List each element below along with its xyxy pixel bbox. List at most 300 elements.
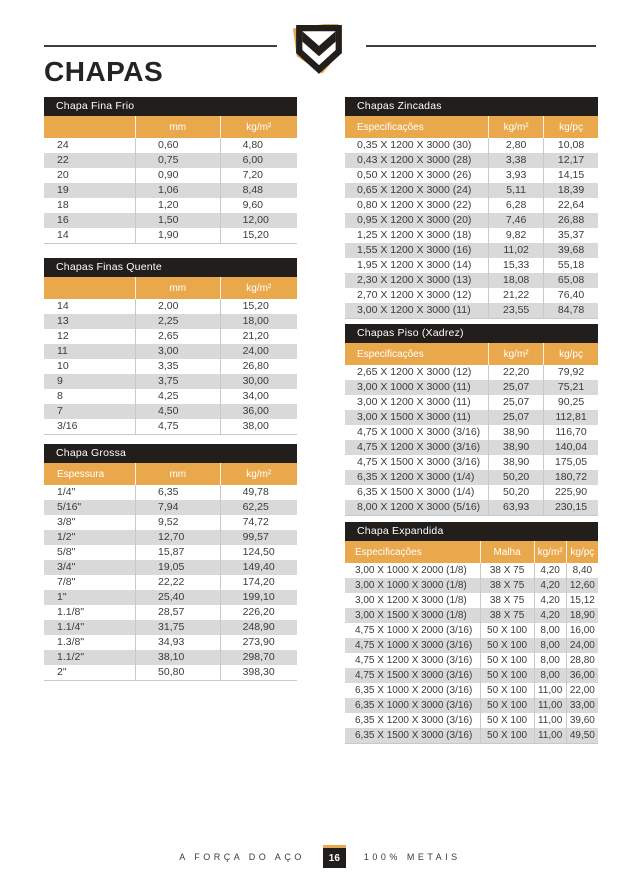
table-cell: 55,18: [544, 258, 598, 273]
table-cell: 39,68: [544, 243, 598, 258]
table-cell: 22,22: [136, 575, 221, 590]
table-cell: 0,80 X 1200 X 3000 (22): [357, 199, 472, 211]
table-title-bar: Chapa Grossa: [44, 444, 297, 463]
table-title-bar: Chapa Fina Frio: [44, 97, 297, 116]
table-cell: 25,07: [489, 380, 544, 395]
column-header: Especificações: [345, 343, 489, 365]
table-cell: 8,48: [220, 183, 297, 198]
table-row: [44, 213, 297, 228]
table-row: [44, 605, 297, 620]
column-header: kg/m²: [534, 541, 566, 563]
table-cell: 10: [57, 360, 69, 372]
table-cell: 38 X 75: [480, 578, 534, 593]
table-row: [345, 183, 598, 198]
column-header: Espessura: [44, 463, 136, 485]
page-title: CHAPAS: [44, 56, 164, 87]
table-row: [44, 635, 297, 650]
table-cell: 2,30 X 1200 X 3000 (13): [357, 274, 472, 286]
table-cell: 50 X 100: [480, 653, 534, 668]
column-header: kg/m²: [489, 343, 544, 365]
table-cell: 12,60: [566, 578, 598, 593]
table-cell: 14: [57, 229, 69, 241]
table-cell: 63,93: [489, 500, 544, 516]
table-cell: 2,25: [136, 314, 221, 329]
table-row: [44, 620, 297, 635]
table-row: [345, 288, 598, 303]
table-cell: 5/8": [57, 546, 76, 558]
table-row: [345, 153, 598, 168]
table-row: [345, 623, 598, 638]
table-cell: 8,00: [534, 623, 566, 638]
table-cell: 50,20: [489, 470, 544, 485]
table-chapa-expandida: [345, 522, 598, 744]
column-header: Malha: [480, 541, 534, 563]
table-cell: 15,12: [566, 593, 598, 608]
table-cell: 1,25 X 1200 X 3000 (18): [357, 229, 472, 241]
table-cell: 36,00: [566, 668, 598, 683]
table-cell: 1/4": [57, 486, 76, 498]
table-row: [44, 329, 297, 344]
footer-slogan-right: 100% METAIS: [363, 851, 461, 862]
table-cell: 12,70: [136, 530, 221, 545]
table-cell: 28,57: [136, 605, 221, 620]
table-cell: 0,65 X 1200 X 3000 (24): [357, 184, 472, 196]
table-cell: 25,07: [489, 410, 544, 425]
table-cell: 6,28: [489, 198, 544, 213]
table-cell: 76,40: [544, 288, 598, 303]
table-cell: 11,00: [534, 728, 566, 744]
table-cell: 50 X 100: [480, 638, 534, 653]
table-cell: 15,20: [220, 299, 297, 314]
table-cell: 2": [57, 666, 67, 678]
column-header: kg/m²: [220, 277, 297, 299]
table-cell: 398,30: [220, 665, 297, 681]
table-cell: 79,92: [544, 365, 598, 380]
table-row: [44, 183, 297, 198]
table-row: [345, 138, 598, 153]
table-cell: 18,39: [544, 183, 598, 198]
table-cell: 18: [57, 199, 69, 211]
table-row: [345, 668, 598, 683]
table-cell: 3,00 X 1200 X 3000 (1/8): [355, 595, 467, 606]
table-cell: 90,25: [544, 395, 598, 410]
table-row: [345, 653, 598, 668]
left-table-column: [44, 97, 297, 681]
table-cell: 2,65 X 1200 X 3000 (12): [357, 366, 472, 378]
table-row: [345, 578, 598, 593]
table-cell: 3,00 X 1000 X 2000 (1/8): [355, 565, 467, 576]
table-cell: 0,43 X 1200 X 3000 (28): [357, 154, 472, 166]
table-row: [345, 500, 598, 516]
table-cell: 1,90: [136, 228, 221, 244]
table-row: [44, 168, 297, 183]
table-cell: 30,00: [220, 374, 297, 389]
table-header-row: [44, 116, 297, 138]
table-cell: 7/8": [57, 576, 76, 588]
column-header: kg/pç: [566, 541, 598, 563]
page-footer: [0, 845, 640, 868]
column-header: kg/m²: [220, 463, 297, 485]
table-row: [44, 299, 297, 314]
table-cell: 4,80: [220, 138, 297, 153]
table-cell: 4,75 X 1500 X 3000 (3/16): [357, 456, 481, 468]
table-cell: 9,52: [136, 515, 221, 530]
table-row: [44, 374, 297, 389]
table-cell: 4,20: [534, 563, 566, 578]
table-row: [345, 638, 598, 653]
table-cell: 11,00: [534, 698, 566, 713]
table-cell: 22,64: [544, 198, 598, 213]
table-cell: 24: [57, 139, 69, 151]
table-row: [44, 575, 297, 590]
table-cell: 2,65: [136, 329, 221, 344]
table-row: [44, 153, 297, 168]
table-cell: 3,00: [136, 344, 221, 359]
table-row: [44, 560, 297, 575]
table-cell: 15,87: [136, 545, 221, 560]
column-header: mm: [136, 463, 221, 485]
table-cell: 34,00: [220, 389, 297, 404]
table-cell: 124,50: [220, 545, 297, 560]
table-row: [44, 545, 297, 560]
table-cell: 175,05: [544, 455, 598, 470]
table-cell: 22,00: [566, 683, 598, 698]
table-row: [345, 395, 598, 410]
table-cell: 3,00 X 1200 X 3000 (11): [357, 304, 471, 316]
table-cell: 1,95 X 1200 X 3000 (14): [357, 259, 472, 271]
table-cell: 225,90: [544, 485, 598, 500]
table-cell: 21,20: [220, 329, 297, 344]
table-title-bar: Chapas Piso (Xadrez): [345, 324, 598, 343]
table-row: [345, 485, 598, 500]
column-header: mm: [136, 277, 221, 299]
table-cell: 1,06: [136, 183, 221, 198]
table-row: [345, 303, 598, 319]
table-cell: 49,50: [566, 728, 598, 744]
table-cell: 34,93: [136, 635, 221, 650]
table-cell: 38,90: [489, 455, 544, 470]
table-cell: 12,00: [220, 213, 297, 228]
table-row: [345, 228, 598, 243]
footer-slogan-left: A FORÇA DO AÇO: [179, 851, 305, 862]
table-cell: 0,75: [136, 153, 221, 168]
table-cell: 38 X 75: [480, 608, 534, 623]
table-cell: 4,75 X 1200 X 3000 (3/16): [355, 655, 473, 666]
table-cell: 6,35 X 1000 X 2000 (3/16): [355, 685, 473, 696]
column-header: [44, 116, 136, 138]
table-cell: 7: [57, 405, 63, 417]
table-header-row: [44, 277, 297, 299]
table-cell: 22,20: [489, 365, 544, 380]
table-cell: 50 X 100: [480, 623, 534, 638]
column-header: Especificações: [345, 541, 480, 563]
table-cell: 99,57: [220, 530, 297, 545]
column-header: kg/m²: [489, 116, 544, 138]
data-table: [44, 277, 297, 435]
column-header: kg/pç: [544, 116, 598, 138]
table-cell: 1,50: [136, 213, 221, 228]
table-cell: 49,78: [220, 485, 297, 500]
table-row: [345, 410, 598, 425]
table-row: [44, 419, 297, 435]
table-cell: 50,80: [136, 665, 221, 681]
table-cell: 28,80: [566, 653, 598, 668]
table-cell: 1/2": [57, 531, 76, 543]
table-cell: 6,35 X 1500 X 3000 (3/16): [355, 730, 473, 741]
column-header: [44, 277, 136, 299]
table-cell: 273,90: [220, 635, 297, 650]
table-cell: 9,82: [489, 228, 544, 243]
table-cell: 3,00 X 1500 X 3000 (11): [357, 411, 471, 423]
table-cell: 9: [57, 375, 63, 387]
table-cell: 248,90: [220, 620, 297, 635]
table-header-row: [345, 116, 598, 138]
table-cell: 18,90: [566, 608, 598, 623]
table-cell: 6,35 X 1200 X 3000 (3/16): [355, 715, 473, 726]
table-cell: 50 X 100: [480, 683, 534, 698]
table-cell: 50 X 100: [480, 668, 534, 683]
table-row: [44, 650, 297, 665]
table-row: [44, 198, 297, 213]
table-cell: 1": [57, 591, 67, 603]
table-cell: 3/8": [57, 516, 76, 528]
table-cell: 50 X 100: [480, 713, 534, 728]
table-cell: 36,00: [220, 404, 297, 419]
table-cell: 16: [57, 214, 69, 226]
table-cell: 84,78: [544, 303, 598, 319]
table-cell: 0,90: [136, 168, 221, 183]
table-cell: 19,05: [136, 560, 221, 575]
right-table-column: [345, 97, 598, 744]
table-cell: 24,00: [566, 638, 598, 653]
brand-shield-m-logo-icon: [293, 24, 345, 76]
table-cell: 18,00: [220, 314, 297, 329]
table-cell: 3,00 X 1000 X 3000 (11): [357, 381, 471, 393]
table-cell: 15,33: [489, 258, 544, 273]
table-title-bar: Chapas Finas Quente: [44, 258, 297, 277]
table-cell: 75,21: [544, 380, 598, 395]
table-row: [44, 485, 297, 500]
table-cell: 50,20: [489, 485, 544, 500]
table-cell: 50 X 100: [480, 728, 534, 744]
column-header: kg/pç: [544, 343, 598, 365]
table-cell: 4,75 X 1000 X 3000 (3/16): [357, 426, 481, 438]
table-cell: 4,20: [534, 578, 566, 593]
table-cell: 3,00 X 1500 X 3000 (1/8): [355, 610, 467, 621]
table-cell: 4,75 X 1000 X 3000 (3/16): [355, 640, 473, 651]
table-cell: 33,00: [566, 698, 598, 713]
table-cell: 1.1/2": [57, 651, 85, 663]
table-cell: 4,75 X 1200 X 3000 (3/16): [357, 441, 481, 453]
table-cell: 4,25: [136, 389, 221, 404]
table-row: [44, 404, 297, 419]
table-cell: 39,60: [566, 713, 598, 728]
table-chapas-finas-quente: [44, 258, 297, 435]
table-row: [44, 500, 297, 515]
table-cell: 3,00 X 1200 X 3000 (11): [357, 396, 471, 408]
table-row: [44, 590, 297, 605]
page-header: [44, 0, 596, 96]
table-row: [345, 713, 598, 728]
column-header: Especificações: [345, 116, 489, 138]
table-cell: 24,00: [220, 344, 297, 359]
table-chapas-piso-xadrez: [345, 324, 598, 516]
table-cell: 21,22: [489, 288, 544, 303]
table-cell: 1,20: [136, 198, 221, 213]
table-cell: 1.3/8": [57, 636, 85, 648]
table-cell: 25,07: [489, 395, 544, 410]
table-cell: 31,75: [136, 620, 221, 635]
table-cell: 74,72: [220, 515, 297, 530]
table-cell: 8,00: [534, 653, 566, 668]
table-cell: 5/16": [57, 501, 82, 513]
table-cell: 38,90: [489, 440, 544, 455]
table-row: [345, 380, 598, 395]
table-cell: 22: [57, 154, 69, 166]
table-chapa-fina-frio: [44, 97, 297, 244]
data-table: [345, 343, 598, 516]
table-cell: 6,35: [136, 485, 221, 500]
data-table: [44, 116, 297, 244]
table-row: [345, 470, 598, 485]
table-cell: 226,20: [220, 605, 297, 620]
table-cell: 230,15: [544, 500, 598, 516]
table-cell: 3,00 X 1000 X 3000 (1/8): [355, 580, 467, 591]
table-cell: 7,94: [136, 500, 221, 515]
table-cell: 1,55 X 1200 X 3000 (16): [357, 244, 472, 256]
table-cell: 11: [57, 345, 68, 357]
data-table: [345, 116, 598, 319]
table-header-row: [345, 541, 598, 563]
table-row: [44, 359, 297, 374]
table-cell: 38 X 75: [480, 593, 534, 608]
table-cell: 3/4": [57, 561, 76, 573]
table-row: [345, 425, 598, 440]
table-cell: 62,25: [220, 500, 297, 515]
table-header-row: [345, 343, 598, 365]
table-cell: 8,00: [534, 668, 566, 683]
table-cell: 4,75: [136, 419, 221, 435]
table-row: [345, 168, 598, 183]
table-cell: 1.1/8": [57, 606, 85, 618]
table-cell: 9,60: [220, 198, 297, 213]
table-cell: 4,50: [136, 404, 221, 419]
table-row: [345, 698, 598, 713]
table-cell: 10,08: [544, 138, 598, 153]
table-cell: 26,88: [544, 213, 598, 228]
table-cell: 3,35: [136, 359, 221, 374]
table-cell: 38,00: [220, 419, 297, 435]
table-cell: 112,81: [544, 410, 598, 425]
table-cell: 6,00: [220, 153, 297, 168]
table-row: [345, 273, 598, 288]
table-cell: 20: [57, 169, 69, 181]
table-cell: 7,46: [489, 213, 544, 228]
table-cell: 6,35 X 1500 X 3000 (1/4): [357, 486, 475, 498]
table-cell: 0,60: [136, 138, 221, 153]
table-cell: 3,38: [489, 153, 544, 168]
table-title-bar: Chapas Zincadas: [345, 97, 598, 116]
table-cell: 14,15: [544, 168, 598, 183]
table-cell: 4,75 X 1500 X 3000 (3/16): [355, 670, 473, 681]
table-cell: 1.1/4": [57, 621, 85, 633]
table-cell: 0,35 X 1200 X 3000 (30): [357, 139, 472, 151]
table-cell: 149,40: [220, 560, 297, 575]
table-row: [345, 455, 598, 470]
column-header: kg/m²: [220, 116, 297, 138]
table-row: [345, 243, 598, 258]
table-cell: 140,04: [544, 440, 598, 455]
table-cell: 65,08: [544, 273, 598, 288]
table-cell: 26,80: [220, 359, 297, 374]
table-cell: 8: [57, 390, 63, 402]
header-rule-right: [366, 45, 596, 47]
table-cell: 174,20: [220, 575, 297, 590]
table-cell: 4,20: [534, 593, 566, 608]
table-cell: 23,55: [489, 303, 544, 319]
data-table: [44, 463, 297, 681]
table-cell: 50 X 100: [480, 698, 534, 713]
table-cell: 19: [57, 184, 69, 196]
table-cell: 4,20: [534, 608, 566, 623]
table-row: [345, 198, 598, 213]
table-row: [345, 593, 598, 608]
table-cell: 8,40: [566, 563, 598, 578]
table-cell: 3,75: [136, 374, 221, 389]
table-cell: 38,90: [489, 425, 544, 440]
table-row: [345, 258, 598, 273]
table-row: [345, 365, 598, 380]
table-cell: 199,10: [220, 590, 297, 605]
table-cell: 8,00: [534, 638, 566, 653]
table-row: [44, 515, 297, 530]
data-table: [345, 541, 598, 744]
table-cell: 7,20: [220, 168, 297, 183]
table-cell: 11,02: [489, 243, 544, 258]
table-cell: 0,50 X 1200 X 3000 (26): [357, 169, 472, 181]
table-cell: 2,00: [136, 299, 221, 314]
table-cell: 11,00: [534, 713, 566, 728]
table-row: [345, 440, 598, 455]
table-cell: 14: [57, 300, 69, 312]
table-row: [44, 389, 297, 404]
table-cell: 298,70: [220, 650, 297, 665]
column-header: mm: [136, 116, 221, 138]
table-cell: 25,40: [136, 590, 221, 605]
table-cell: 2,80: [489, 138, 544, 153]
table-cell: 0,95 X 1200 X 3000 (20): [357, 214, 472, 226]
table-chapas-zincadas: [345, 97, 598, 319]
table-cell: 116,70: [544, 425, 598, 440]
table-cell: 11,00: [534, 683, 566, 698]
table-cell: 6,35 X 1000 X 3000 (3/16): [355, 700, 473, 711]
table-row: [44, 530, 297, 545]
table-cell: 35,37: [544, 228, 598, 243]
table-row: [345, 213, 598, 228]
table-cell: 3,93: [489, 168, 544, 183]
table-cell: 18,08: [489, 273, 544, 288]
table-cell: 2,70 X 1200 X 3000 (12): [357, 289, 472, 301]
table-row: [345, 563, 598, 578]
table-row: [44, 228, 297, 244]
table-cell: 4,75 X 1000 X 2000 (3/16): [355, 625, 473, 636]
table-cell: 8,00 X 1200 X 3000 (5/16): [357, 501, 481, 513]
table-row: [345, 683, 598, 698]
table-cell: 38,10: [136, 650, 221, 665]
table-header-row: [44, 463, 297, 485]
table-row: [44, 344, 297, 359]
table-title-bar: Chapa Expandida: [345, 522, 598, 541]
